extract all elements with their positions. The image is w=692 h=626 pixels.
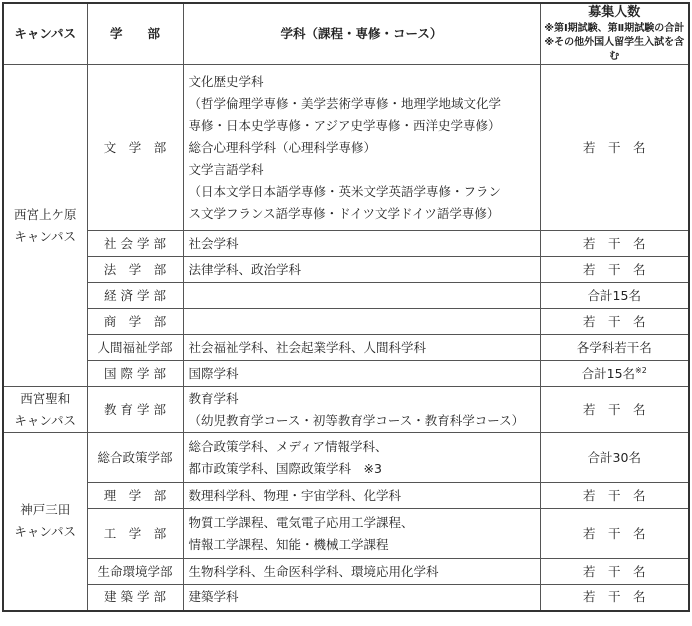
campus-name-line: キャンパス [14, 228, 77, 244]
department-line: 建築学科 [188, 589, 239, 605]
quota-cell [540, 65, 689, 231]
department-line: 数理科学科、物理・宇宙学科、化学科 [188, 487, 402, 503]
faculty-name: 国 際 学 部 [87, 361, 183, 387]
faculty-name: 法 学 部 [87, 257, 183, 283]
department-cell [183, 387, 540, 433]
faculty-name: 建 築 学 部 [87, 585, 183, 611]
table-row [3, 585, 689, 611]
table-row [3, 483, 689, 509]
admissions-table [2, 2, 690, 612]
department-line: 国際学科 [188, 365, 239, 381]
quota-cell [540, 433, 689, 483]
campus-cell [3, 387, 87, 433]
campus-name-line: キャンパス [14, 524, 77, 540]
quota-cell [540, 559, 689, 585]
department-line: 社会学科 [188, 235, 239, 251]
campus-name-line: 神戸三田 [20, 502, 71, 518]
quota-cell [540, 509, 689, 559]
quota-value: 合計15名 [581, 365, 636, 381]
department-cell [183, 283, 540, 309]
department-line: 生物科学科、生命医科学科、環境応用化学科 [188, 563, 439, 579]
faculty-name: 商 学 部 [87, 309, 183, 335]
table-row [3, 361, 689, 387]
quota-value: 合計15名 [587, 287, 641, 303]
quota-cell [540, 231, 689, 257]
table-row [3, 283, 689, 309]
quota-value: 若 干 名 [582, 235, 646, 251]
department-line: 文学言語学科 [188, 161, 264, 177]
header-campus: キャンパス [3, 3, 87, 65]
faculty-name: 工 学 部 [87, 509, 183, 559]
department-cell [183, 231, 540, 257]
quota-value: 若 干 名 [582, 525, 646, 541]
quota-value: 若 干 名 [582, 487, 646, 503]
campus-cell [3, 433, 87, 611]
quota-value: 若 干 名 [582, 589, 646, 605]
department-line: 法律学科、政治学科 [188, 261, 302, 277]
faculty-name: 教 育 学 部 [87, 387, 183, 433]
table-row [3, 231, 689, 257]
header-quota-title: 募集人数 [588, 5, 641, 20]
quota-cell [540, 361, 689, 387]
faculty-name: 人間福祉学部 [87, 335, 183, 361]
department-cell [183, 335, 540, 361]
quota-value: 若 干 名 [582, 313, 646, 329]
faculty-name: 総合政策学部 [87, 433, 183, 483]
department-cell [183, 309, 540, 335]
department-cell [183, 483, 540, 509]
department-line: 文化歴史学科 [188, 73, 264, 89]
department-cell [183, 65, 540, 231]
table-row [3, 559, 689, 585]
quota-cell [540, 387, 689, 433]
faculty-name: 生命環境学部 [87, 559, 183, 585]
faculty-name: 理 学 部 [87, 483, 183, 509]
table-row [3, 387, 689, 433]
quota-value: 若 干 名 [582, 563, 646, 579]
department-line: 教育学科 [188, 390, 239, 406]
department-line: 専修・日本史学専修・アジア史学専修・西洋史学専修） [188, 117, 501, 133]
table-row [3, 65, 689, 231]
department-line: 総合心理科学科（心理科学専修） [188, 139, 377, 155]
table-row [3, 509, 689, 559]
quota-footnote-mark: ※2 [635, 365, 647, 375]
campus-name-line: 西宮上ケ原 [13, 206, 77, 222]
quota-value: 各学科若干名 [576, 339, 652, 355]
department-cell [183, 257, 540, 283]
table-row [3, 433, 689, 483]
header-quota [540, 3, 689, 65]
table-row [3, 309, 689, 335]
header-quota-note-1: ※第Ⅰ期試験、第Ⅱ期試験の合計 [544, 23, 685, 34]
quota-value: 合計30名 [587, 449, 641, 465]
faculty-name: 社 会 学 部 [87, 231, 183, 257]
quota-value: 若 干 名 [582, 139, 646, 155]
faculty-name: 経 済 学 部 [87, 283, 183, 309]
quota-cell [540, 483, 689, 509]
department-cell [183, 433, 540, 483]
department-line: ス文学フランス語学専修・ドイツ文学ドイツ語学専修） [188, 205, 500, 221]
header-quota-note-2: ※その他外国人留学生入試を含む [544, 37, 685, 62]
campus-name-line: 西宮聖和 [20, 390, 71, 406]
department-line: （哲学倫理学専修・美学芸術学専修・地理学地域文化学 [188, 95, 502, 111]
department-cell [183, 509, 540, 559]
quota-value: 若 干 名 [582, 401, 646, 417]
campus-name-line: キャンパス [14, 412, 77, 428]
quota-cell [540, 257, 689, 283]
department-line: 情報工学課程、知能・機械工学課程 [188, 536, 389, 552]
header-row [3, 3, 689, 65]
quota-cell [540, 335, 689, 361]
table-row [3, 257, 689, 283]
department-line: 総合政策学科、メディア情報学科、 [188, 438, 388, 454]
department-line: 都市政策学科、国際政策学科 ※3 [188, 460, 382, 476]
quota-cell [540, 309, 689, 335]
campus-cell [3, 65, 87, 387]
department-line: 社会福祉学科、社会起業学科、人間科学科 [188, 339, 427, 355]
department-cell [183, 361, 540, 387]
department-cell [183, 559, 540, 585]
table-row [3, 335, 689, 361]
department-cell [183, 585, 540, 611]
faculty-name: 文 学 部 [87, 65, 183, 231]
quota-value: 若 干 名 [582, 261, 646, 277]
quota-cell [540, 283, 689, 309]
header-department: 学科（課程・専修・コース） [183, 3, 540, 65]
header-faculty: 学 部 [87, 3, 183, 65]
department-line: 物質工学課程、電気電子応用工学課程、 [188, 514, 414, 530]
department-line: （日本文学日本語学専修・英米文学英語学専修・フラン [188, 183, 502, 199]
quota-cell [540, 585, 689, 611]
department-line: （幼児教育学コース・初等教育学コース・教育科学コース） [188, 412, 525, 428]
